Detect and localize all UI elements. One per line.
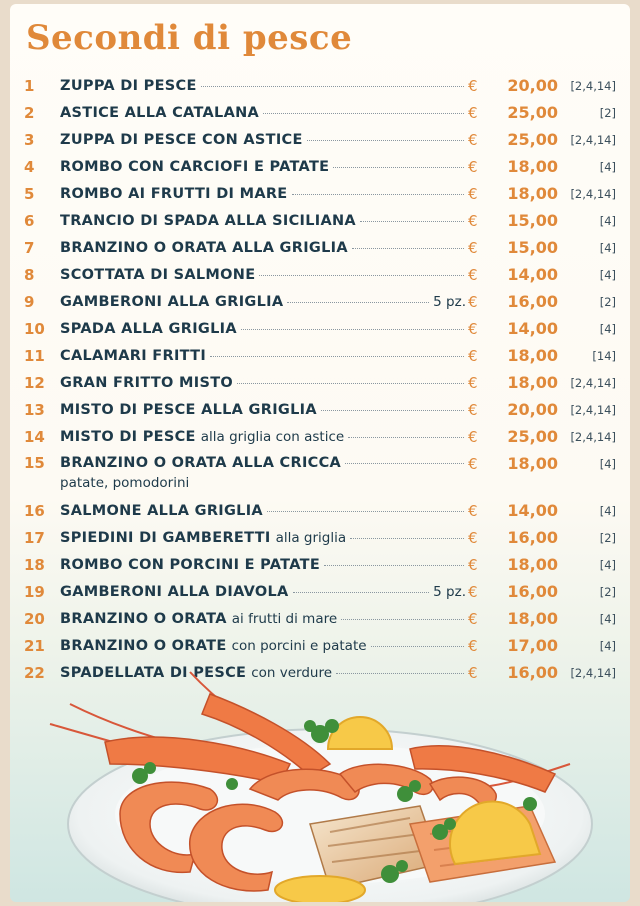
item-number: 14 [24, 427, 45, 446]
item-detail: con verdure [251, 664, 333, 681]
item-number: 9 [24, 292, 35, 311]
item-price: 25,00 [507, 103, 558, 122]
menu-item [10, 423, 630, 450]
currency-symbol: € [468, 76, 478, 95]
item-description [60, 213, 468, 229]
menu-item [10, 450, 630, 497]
item-number: 2 [24, 103, 35, 122]
item-price: 18,00 [507, 609, 558, 628]
item-name: ROMBO AI FRUTTI DI MARE [60, 185, 288, 202]
leader-dots [267, 511, 464, 512]
currency-symbol: € [468, 184, 478, 203]
leader-dots [201, 86, 464, 87]
currency-symbol: € [468, 346, 478, 365]
item-number: 4 [24, 157, 35, 176]
item-price: 14,00 [507, 319, 558, 338]
leader-dots [360, 221, 464, 222]
item-allergens: [4] [599, 638, 616, 653]
item-number: 6 [24, 211, 35, 230]
item-price: 18,00 [507, 184, 558, 203]
item-price: 17,00 [507, 636, 558, 655]
item-number: 11 [24, 346, 45, 365]
leader-dots [241, 329, 464, 330]
item-price: 15,00 [507, 211, 558, 230]
item-price: 16,00 [507, 582, 558, 601]
item-name: BRANZINO O ORATA ALLA CRICCA [60, 455, 342, 471]
item-number: 8 [24, 265, 35, 284]
item-name: ZUPPA DI PESCE [60, 77, 197, 94]
menu-list [10, 72, 630, 686]
leader-dots [210, 356, 464, 357]
leader-dots [333, 167, 464, 168]
item-number: 1 [24, 76, 35, 95]
item-allergens: [2] [599, 294, 616, 309]
currency-symbol: € [468, 292, 478, 311]
item-price: 18,00 [507, 157, 558, 176]
item-name: ROMBO CON PORCINI E PATATE [60, 556, 321, 573]
item-name: MISTO DI PESCE ALLA GRIGLIA [60, 401, 317, 418]
leader-dots [321, 410, 464, 411]
item-allergens: [2,4,14] [570, 375, 616, 390]
item-allergens: [4] [599, 240, 616, 255]
currency-symbol: € [468, 609, 478, 628]
item-description [60, 375, 468, 391]
menu-item [10, 551, 630, 578]
item-name: ZUPPA DI PESCE CON ASTICE [60, 131, 303, 148]
item-allergens: [4] [599, 503, 616, 518]
item-name: BRANZINO O ORATE [60, 637, 227, 654]
item-description [60, 105, 468, 121]
item-allergens: [4] [599, 557, 616, 572]
currency-symbol: € [468, 501, 478, 520]
menu-item [10, 524, 630, 551]
item-allergens: [2,4,14] [570, 186, 616, 201]
item-name: SALMONE ALLA GRIGLIA [60, 502, 263, 519]
item-description [60, 159, 468, 175]
item-allergens: [4] [599, 267, 616, 282]
item-description [60, 186, 468, 202]
item-quantity: 5 pz. [433, 583, 466, 600]
menu-item [10, 207, 630, 234]
item-allergens: [2] [599, 105, 616, 120]
item-price: 18,00 [507, 454, 558, 473]
item-allergens: [2,4,14] [570, 429, 616, 444]
menu-item [10, 578, 630, 605]
item-name: CALAMARI FRITTI [60, 347, 207, 364]
item-number: 21 [24, 636, 45, 655]
item-allergens: [2,4,14] [570, 665, 616, 680]
item-allergens: [4] [599, 159, 616, 174]
item-number: 5 [24, 184, 35, 203]
item-number: 10 [24, 319, 45, 338]
currency-symbol: € [468, 636, 478, 655]
item-detail: alla griglia [275, 529, 347, 546]
item-allergens: [2] [599, 530, 616, 545]
item-price: 18,00 [507, 555, 558, 574]
item-number: 20 [24, 609, 45, 628]
item-description [60, 503, 468, 519]
menu-item [10, 126, 630, 153]
menu-item [10, 315, 630, 342]
menu-item [10, 396, 630, 423]
item-price: 16,00 [507, 528, 558, 547]
currency-symbol: € [468, 238, 478, 257]
item-price: 15,00 [507, 238, 558, 257]
item-description [60, 294, 468, 310]
leader-dots [371, 646, 464, 647]
item-name: SPADELLATA DI PESCE [60, 664, 247, 681]
menu-item [10, 288, 630, 315]
item-price: 18,00 [507, 373, 558, 392]
menu-item [10, 153, 630, 180]
leader-dots [350, 538, 464, 539]
leader-dots [352, 248, 464, 249]
menu-item [10, 72, 630, 99]
leader-dots [263, 113, 464, 114]
item-number: 19 [24, 582, 45, 601]
leader-dots [292, 194, 464, 195]
item-description [60, 240, 468, 256]
currency-symbol: € [468, 157, 478, 176]
item-allergens: [2] [599, 584, 616, 599]
item-price: 20,00 [507, 76, 558, 95]
menu-item [10, 180, 630, 207]
menu-item [10, 605, 630, 632]
item-description [60, 132, 468, 148]
currency-symbol: € [468, 319, 478, 338]
item-subtitle: patate, pomodorini [60, 475, 190, 491]
item-allergens: [2,4,14] [570, 132, 616, 147]
item-description [60, 348, 468, 364]
currency-symbol: € [468, 455, 478, 473]
menu-item [10, 497, 630, 524]
leader-dots [345, 463, 464, 464]
item-allergens: [2,4,14] [570, 78, 616, 93]
item-description [60, 557, 468, 573]
item-name: TRANCIO DI SPADA ALLA SICILIANA [60, 212, 356, 229]
menu-item [10, 342, 630, 369]
item-name: SCOTTATA DI SALMONE [60, 266, 256, 283]
currency-symbol: € [468, 528, 478, 547]
currency-symbol: € [468, 130, 478, 149]
currency-symbol: € [468, 400, 478, 419]
currency-symbol: € [468, 373, 478, 392]
item-allergens: [2,4,14] [570, 402, 616, 417]
item-allergens: [4] [599, 457, 616, 471]
item-price: 18,00 [507, 346, 558, 365]
item-number: 17 [24, 528, 45, 547]
item-allergens: [4] [599, 321, 616, 336]
item-name: SPIEDINI DI GAMBERETTI [60, 529, 271, 546]
item-price: 14,00 [507, 265, 558, 284]
currency-symbol: € [468, 427, 478, 446]
item-price: 25,00 [507, 130, 558, 149]
leader-dots [348, 437, 464, 438]
item-name: SPADA ALLA GRIGLIA [60, 320, 237, 337]
seafood-platter-image [10, 664, 630, 902]
menu-card [10, 4, 630, 902]
menu-item [10, 234, 630, 261]
item-name: GAMBERONI ALLA GRIGLIA [60, 293, 284, 310]
item-description [60, 267, 468, 283]
currency-symbol: € [468, 211, 478, 230]
item-name: MISTO DI PESCE [60, 428, 196, 445]
item-allergens: [4] [599, 213, 616, 228]
item-price: 14,00 [507, 501, 558, 520]
item-quantity: 5 pz. [433, 293, 466, 310]
item-detail: alla griglia con astice [200, 428, 345, 445]
item-name: BRANZINO O ORATA ALLA GRIGLIA [60, 239, 348, 256]
menu-item [10, 632, 630, 659]
item-allergens: [4] [599, 611, 616, 626]
item-number: 16 [24, 501, 45, 520]
item-number: 15 [24, 454, 45, 472]
item-description [60, 402, 468, 418]
leader-dots [259, 275, 464, 276]
page-title: Secondi di pesce [26, 18, 353, 58]
item-description [60, 530, 468, 546]
item-number: 13 [24, 400, 45, 419]
currency-symbol: € [468, 582, 478, 601]
item-description [60, 638, 468, 654]
item-name: GAMBERONI ALLA DIAVOLA [60, 583, 289, 600]
item-description [60, 584, 468, 600]
item-number: 12 [24, 373, 45, 392]
item-description [60, 78, 468, 94]
leader-dots [237, 383, 464, 384]
menu-item [10, 99, 630, 126]
menu-item [10, 261, 630, 288]
leader-dots [287, 302, 429, 303]
item-description [60, 429, 468, 445]
item-description [60, 455, 468, 471]
item-name: ROMBO CON CARCIOFI E PATATE [60, 158, 330, 175]
menu-item [10, 369, 630, 396]
item-name: BRANZINO O ORATA [60, 610, 227, 627]
item-detail: con porcini e patate [231, 637, 367, 654]
leader-dots [293, 592, 430, 593]
leader-dots [324, 565, 464, 566]
item-price: 20,00 [507, 400, 558, 419]
item-price: 16,00 [507, 663, 558, 682]
item-number: 3 [24, 130, 35, 149]
item-name: GRAN FRITTO MISTO [60, 374, 234, 391]
item-detail: ai frutti di mare [231, 610, 338, 627]
leader-dots [307, 140, 464, 141]
currency-symbol: € [468, 265, 478, 284]
item-number: 18 [24, 555, 45, 574]
currency-symbol: € [468, 663, 478, 682]
item-price: 16,00 [507, 292, 558, 311]
item-description [60, 611, 468, 627]
item-number: 22 [24, 663, 45, 682]
leader-dots [341, 619, 464, 620]
item-description [60, 321, 468, 337]
item-allergens: [14] [592, 348, 616, 363]
currency-symbol: € [468, 103, 478, 122]
item-number: 7 [24, 238, 35, 257]
currency-symbol: € [468, 555, 478, 574]
item-name: ASTICE ALLA CATALANA [60, 104, 260, 121]
item-price: 25,00 [507, 427, 558, 446]
